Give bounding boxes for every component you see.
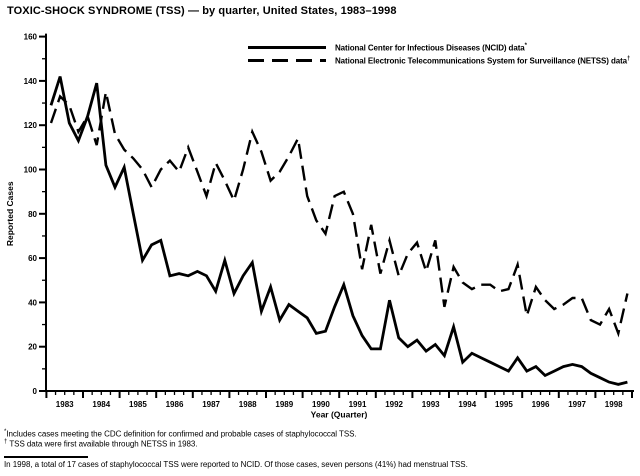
- x-axis-year-label: 1997: [568, 400, 586, 409]
- legend-label-netss-text: National Electronic Telecommunications System for Surveillance (NETSS) data: [335, 56, 627, 66]
- x-axis-year-label: 1995: [495, 400, 513, 409]
- footnote-2-marker: †: [4, 439, 8, 445]
- legend-label-netss: [335, 56, 630, 66]
- x-axis-year-label: 1990: [312, 400, 330, 409]
- y-axis-tick-label: 160: [23, 32, 37, 42]
- x-axis-title: Year (Quarter): [310, 409, 368, 420]
- y-axis-title: Reported Cases: [5, 181, 15, 247]
- bottom-note-divider: [4, 456, 88, 458]
- footnote-1-marker: *: [4, 429, 7, 435]
- x-axis-year-label: 1991: [348, 400, 367, 409]
- legend-ncid-footnote-marker: *: [524, 42, 527, 49]
- legend-item-netss: [248, 54, 630, 67]
- x-axis-year-label: 1987: [202, 400, 220, 409]
- legend-label-ncid-text: National Center for Infectious Diseases (NCID) data: [335, 43, 525, 53]
- legend-label-ncid: [335, 43, 527, 53]
- x-axis-year-label: 1992: [385, 400, 403, 409]
- y-axis-tick-label: 80: [28, 209, 37, 219]
- x-axis-year-label: 1984: [92, 400, 111, 409]
- x-axis-year-label: 1983: [55, 400, 74, 409]
- y-axis-tick-label: 140: [23, 76, 37, 86]
- chart-legend: [248, 41, 630, 67]
- y-axis-tick-label: 120: [23, 121, 37, 131]
- x-axis-year-label: 1988: [238, 400, 257, 409]
- y-axis-tick-label: 100: [23, 165, 37, 175]
- y-axis-tick-label: 20: [28, 342, 37, 352]
- x-axis-year-label: 1994: [458, 400, 477, 409]
- chart-title: TOXIC-SHOCK SYNDROME (TSS) — by quarter, United States, 1983–1998: [7, 5, 397, 17]
- x-axis-year-label: 1996: [531, 400, 550, 409]
- y-axis-tick-label: 60: [28, 254, 37, 264]
- footnote-cdc-definition: [4, 429, 357, 439]
- x-axis-year-label: 1998: [604, 400, 623, 409]
- footnote-netss-availability: [4, 439, 198, 449]
- ncid-data-line: [51, 77, 627, 385]
- x-axis-year-label: 1989: [275, 400, 294, 409]
- x-axis-year-label: 1985: [129, 400, 147, 409]
- y-axis-tick-label: 40: [28, 298, 37, 308]
- legend-item-ncid: [248, 41, 630, 54]
- y-axis-tick-label: 0: [32, 387, 37, 396]
- x-axis-year-label: 1986: [165, 400, 184, 409]
- footnote-1-text: Includes cases meeting the CDC definition for confirmed and probable cases of staphylococcal TSS.: [6, 429, 357, 439]
- footnote-2-text: TSS data were first available through NETSS in 1983.: [9, 439, 198, 449]
- legend-dashed-line-sample: [248, 59, 326, 62]
- legend-solid-line-sample: [248, 46, 326, 49]
- x-axis-year-label: 1993: [421, 400, 440, 409]
- bottom-note-1998-summary: In 1998, a total of 17 cases of staphylococcal TSS were reported to NCID. Of those cases, seven persons (41%) had menstrual TSS.: [4, 460, 468, 469]
- legend-netss-footnote-marker: †: [627, 55, 631, 62]
